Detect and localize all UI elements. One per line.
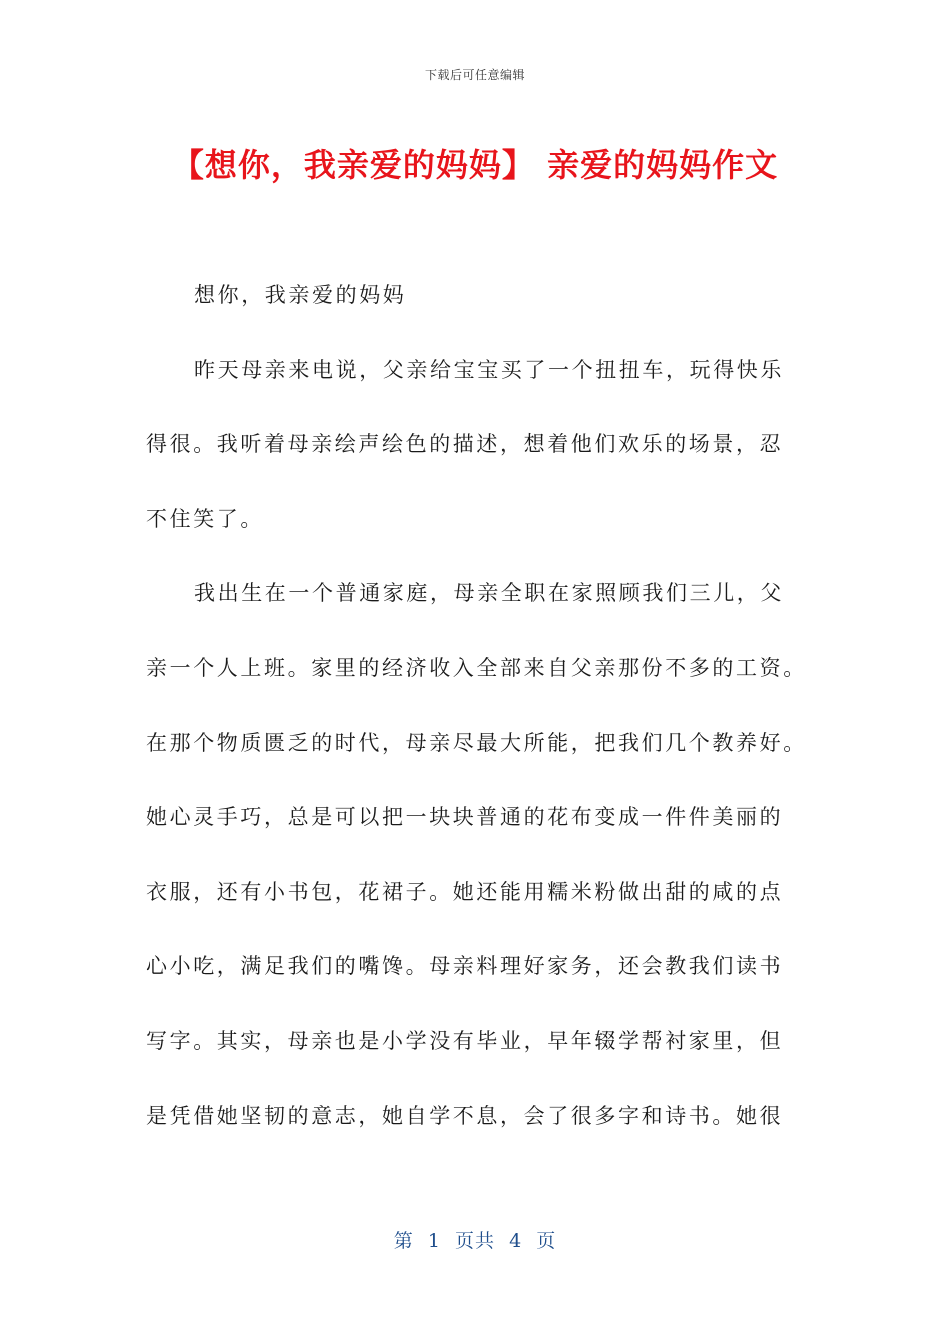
paragraph-line: 她心灵手巧，总是可以把一块块普通的花布变成一件件美丽的 (146, 805, 784, 830)
paragraph-line: 得很。我听着母亲绘声绘色的描述，想着他们欢乐的场景，忍 (146, 432, 784, 457)
paragraph-line: 亲一个人上班。家里的经济收入全部来自父亲那份不多的工资。 (146, 655, 807, 680)
document-title: 【想你，我亲爱的妈妈】 亲爱的妈妈作文 (171, 146, 779, 184)
paragraph-line: 衣服，还有小书包，花裙子。她还能用糯米粉做出甜的咸的点 (146, 879, 784, 904)
paragraph-line: 心小吃，满足我们的嘴馋。母亲料理好家务，还会教我们读书 (146, 954, 784, 979)
paragraph-heading-line: 想你，我亲爱的妈妈 (194, 283, 407, 307)
page-number-footer: 第 1 页共 4 页 (393, 1230, 557, 1252)
document-body (146, 270, 811, 1165)
header-note: 下载后可任意编辑 (424, 68, 525, 82)
paragraph-line: 在那个物质匮乏的时代，母亲尽最大所能，把我们几个教养好。 (146, 730, 807, 755)
paragraph-line: 不住笑了。 (146, 506, 264, 531)
paragraph-line: 我出生在一个普通家庭，母亲全职在家照顾我们三儿，父 (194, 581, 784, 606)
paragraph-line: 昨天母亲来电说，父亲给宝宝买了一个扭扭车，玩得快乐 (194, 357, 784, 382)
paragraph-line: 是凭借她坚韧的意志，她自学不息，会了很多字和诗书。她很 (146, 1103, 784, 1128)
paragraph-line: 写字。其实，母亲也是小学没有毕业，早年辍学帮衬家里，但 (146, 1028, 784, 1053)
